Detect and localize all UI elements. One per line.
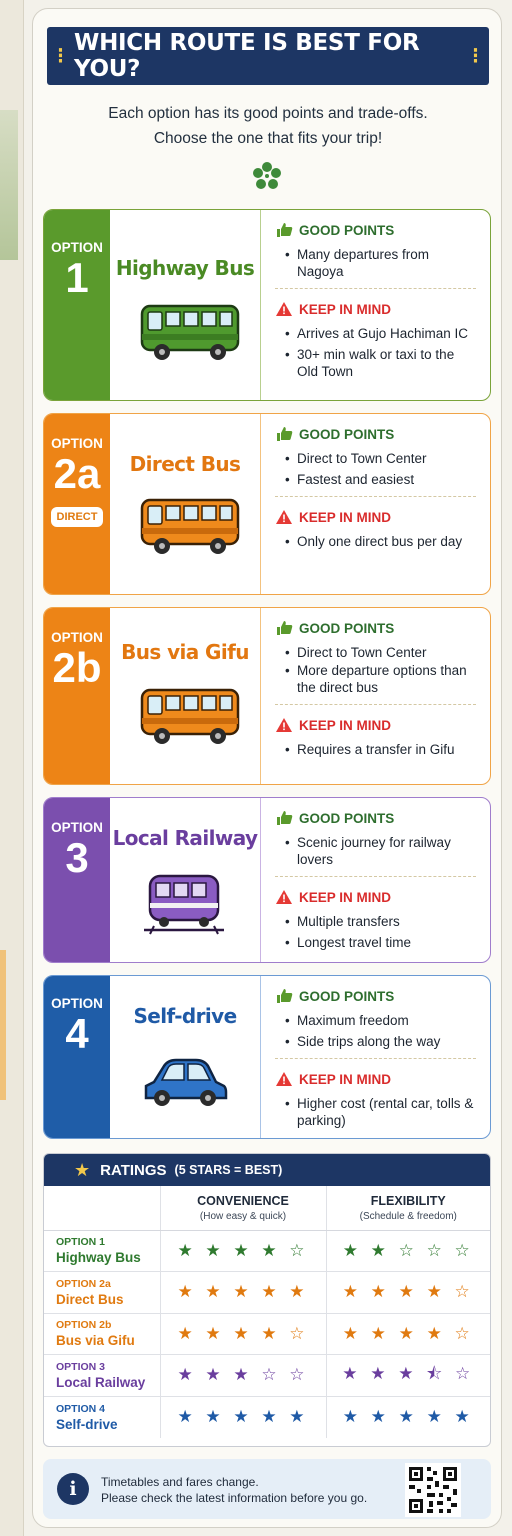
option-number: 4 (65, 1010, 89, 1057)
adjacent-panel-edge (0, 0, 24, 1536)
good-points-heading: GOOD POINTS (275, 986, 476, 1006)
keep-in-mind-list (275, 533, 476, 550)
note-text: Timetables and fares change. Please check the latest information before you go. (101, 1475, 368, 1505)
option-tab (44, 414, 110, 594)
list-item: • Many departures from Nagoya (275, 246, 476, 280)
star-icon: ★ (74, 1159, 91, 1180)
list-item: • Multiple transfers (275, 913, 476, 930)
convenience-stars: ★ ★ ★ ★ ★ (160, 1272, 326, 1314)
column-header-flexibility: FLEXIBILITY (Schedule & freedom) (326, 1186, 490, 1230)
ratings-subtitle: (5 STARS = BEST) (174, 1163, 283, 1177)
keep-in-mind-list (275, 741, 476, 758)
sparkle-icon: ⁝ (472, 43, 479, 68)
option-card-4[interactable] (43, 975, 491, 1139)
option-card-3[interactable] (43, 797, 491, 963)
option-info (260, 414, 490, 594)
row-label: OPTION 1 Highway Bus (44, 1230, 160, 1272)
route-comparison-card (32, 8, 502, 1528)
thumbs-up-icon (275, 810, 293, 826)
convenience-stars: ★ ★ ★ ☆ ☆ (160, 1355, 326, 1397)
info-icon: i (57, 1473, 89, 1505)
list-item: • Requires a transfer in Gifu (275, 741, 476, 758)
row-label: OPTION 4 Self-drive (44, 1396, 160, 1438)
flower-ornament-icon (252, 161, 282, 191)
keep-in-mind-list (275, 325, 476, 380)
ratings-table (44, 1186, 490, 1438)
good-points-heading: GOOD POINTS (275, 220, 476, 240)
option-tab (44, 608, 110, 784)
list-item: • Direct to Town Center (275, 450, 476, 467)
keep-in-mind-heading: KEEP IN MIND (275, 715, 476, 735)
flexibility-stars: ★ ★ ★ ★ ★ (342, 1407, 474, 1426)
page-title: WHICH ROUTE IS BEST FOR YOU? (74, 30, 420, 82)
list-item: • Side trips along the way (275, 1033, 476, 1050)
thumbs-up-icon (275, 426, 293, 442)
flexibility-stars: ★ ★ ☆ ☆ ☆ (326, 1230, 490, 1272)
list-item: • Direct to Town Center (275, 644, 476, 661)
option-label: OPTION (51, 996, 103, 1011)
option-info (260, 210, 490, 400)
purple-train-icon (144, 870, 224, 936)
good-points-list (275, 450, 476, 488)
list-item: • 30+ min walk or taxi to the Old Town (275, 346, 476, 380)
flexibility-stars: ★ ★ ★ ★ ☆ (326, 1313, 490, 1355)
good-points-list (275, 834, 476, 868)
adjacent-illustration (0, 110, 18, 260)
intro-line: Choose the one that fits your trip! (153, 130, 383, 147)
option-card-2b[interactable] (43, 607, 491, 785)
list-item: • More departure options than the direct bus (275, 662, 476, 696)
option-info (260, 976, 490, 1138)
list-item: • Scenic journey for railway lovers (275, 834, 476, 868)
convenience-stars: ★ ★ ★ ★ ☆ (160, 1313, 326, 1355)
table-row (44, 1355, 490, 1397)
good-points-heading: GOOD POINTS (275, 808, 476, 828)
option-tab (44, 976, 110, 1138)
ratings-title: RATINGS (100, 1161, 167, 1179)
good-points-heading: GOOD POINTS (275, 618, 476, 638)
thumbs-up-icon (275, 222, 293, 238)
option-name: Highway Bus (115, 256, 255, 280)
option-info (260, 608, 490, 784)
thumbs-up-icon (275, 620, 293, 636)
option-card-2a[interactable] (43, 413, 491, 595)
thumbs-up-icon (275, 988, 293, 1004)
divider (275, 704, 476, 705)
keep-in-mind-list (275, 1095, 476, 1129)
table-row (44, 1272, 490, 1314)
header-empty-cell (44, 1186, 160, 1230)
keep-in-mind-heading: KEEP IN MIND (275, 507, 476, 527)
option-info (260, 798, 490, 962)
warning-icon (275, 889, 293, 905)
list-item: • Arrives at Gujo Hachiman IC (275, 325, 476, 342)
list-item: • Higher cost (rental car, tolls & parking) (275, 1095, 476, 1129)
option-label: OPTION (51, 436, 103, 451)
intro-line: Each option has its good points and trade-offs. (108, 105, 428, 122)
orange-bus-icon (140, 494, 240, 558)
table-header-row (44, 1186, 490, 1230)
option-number: 3 (65, 834, 89, 881)
option-name: Direct Bus (129, 452, 241, 476)
good-points-heading: GOOD POINTS (275, 424, 476, 444)
green-bus-icon (140, 300, 240, 364)
orange-bus-icon (140, 684, 240, 748)
qr-code[interactable] (405, 1463, 461, 1517)
intro-text (47, 101, 489, 151)
table-row (44, 1230, 490, 1272)
list-item: • Fastest and easiest (275, 471, 476, 488)
option-number: 2a (53, 450, 101, 497)
warning-icon (275, 1071, 293, 1087)
good-points-list (275, 644, 476, 696)
ratings-header (44, 1154, 490, 1186)
divider (275, 496, 476, 497)
column-header-convenience: CONVENIENCE (How easy & quick) (160, 1186, 326, 1230)
option-label: OPTION (51, 240, 103, 255)
option-name: Bus via Gifu (121, 640, 249, 664)
convenience-stars: ★ ★ ★ ★ ★ (160, 1396, 326, 1438)
option-name: Local Railway (112, 826, 258, 850)
row-label: OPTION 2b Bus via Gifu (44, 1313, 160, 1355)
good-points-list (275, 246, 476, 280)
adjacent-accent (0, 950, 6, 1100)
option-card-1[interactable] (43, 209, 491, 401)
flexibility-stars: ★ ★ ★ ⯪ ☆ (326, 1355, 490, 1397)
table-row (44, 1313, 490, 1355)
divider (275, 1058, 476, 1059)
option-tab (44, 210, 110, 400)
blue-car-icon (142, 1052, 228, 1108)
list-item: • Maximum freedom (275, 1012, 476, 1029)
title-banner (47, 27, 489, 85)
option-tab (44, 798, 110, 962)
ratings-table-panel (43, 1153, 491, 1447)
row-label: OPTION 3 Local Railway (44, 1355, 160, 1397)
keep-in-mind-heading: KEEP IN MIND (275, 1069, 476, 1089)
keep-in-mind-heading: KEEP IN MIND (275, 299, 476, 319)
keep-in-mind-heading: KEEP IN MIND (275, 887, 476, 907)
option-label: OPTION (51, 630, 103, 645)
flexibility-stars: ★ ★ ★ ★ ☆ (326, 1272, 490, 1314)
warning-icon (275, 717, 293, 733)
divider (275, 876, 476, 877)
option-number: 1 (65, 254, 89, 301)
convenience-stars: ★ ★ ★ ★ ☆ (160, 1230, 326, 1272)
option-name: Self-drive (133, 1004, 237, 1028)
direct-badge: DIRECT (51, 507, 104, 527)
sparkle-icon: ⁝ (57, 43, 64, 68)
good-points-list (275, 1012, 476, 1050)
keep-in-mind-list (275, 913, 476, 951)
list-item: • Longest travel time (275, 934, 476, 951)
warning-icon (275, 301, 293, 317)
option-number: 2b (52, 644, 102, 691)
option-label: OPTION (51, 820, 103, 835)
table-row (44, 1396, 490, 1438)
list-item: • Only one direct bus per day (275, 533, 476, 550)
warning-icon (275, 509, 293, 525)
info-note (43, 1459, 491, 1519)
row-label: OPTION 2a Direct Bus (44, 1272, 160, 1314)
divider (275, 288, 476, 289)
